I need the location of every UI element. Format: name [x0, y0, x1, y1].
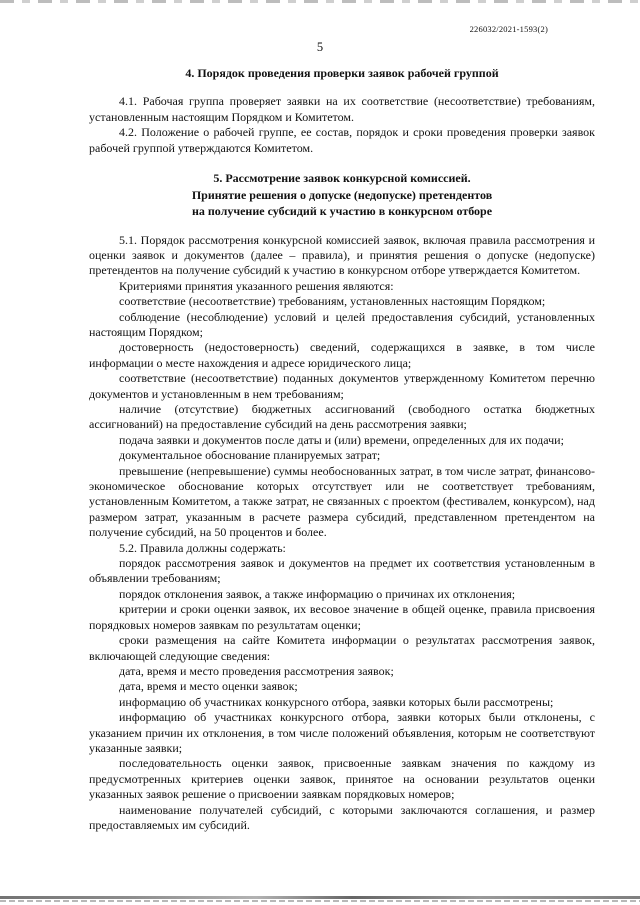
info-item: дата, время и место оценки заявок;: [119, 679, 298, 694]
section-5-heading-line: Принятие решения о допуске (недопуске) претендентов: [191, 187, 493, 202]
rules-item: порядок отклонения заявок, а также информацию о причинах их отклонения;: [119, 586, 516, 601]
info-item: наименование получателей субсидий, с которыми заключаются соглашения, и размер предоставляемых им субсидий.: [89, 802, 595, 832]
info-item: дата, время и место проведения рассмотрения заявок;: [119, 663, 394, 678]
rules-item: критерии и сроки оценки заявок, их весовое значение в общей оценке, правила присвоения порядковых номеров заявкам по результатам оценки;: [89, 602, 595, 632]
section-4-heading: 4. Порядок проведения проверки заявок рабочей группой: [185, 66, 499, 80]
criteria-item: наличие (отсутствие) бюджетных ассигнований (свободного остатка бюджетных ассигнований) на предоставление субсидий на день рассмотрения заявки;: [89, 402, 595, 432]
info-item: информацию об участниках конкурсного отбора, заявки которых были рассмотрены;: [119, 694, 554, 709]
criteria-item: превышение (непревышение) суммы необоснованных затрат, в том числе затрат, финансово-экономическое обоснование которых отсутствует или не соответствует требованиям, установленным Комитетом, а также затрат, не связанных с проектом (фестивалем, конкурсом), над размером затрат, указанным в расчете размера субсидий, представленном претендентом на получение субсидий, на 50 процентов и более.: [89, 463, 595, 540]
criteria-item: соответствие (несоответствие) поданных документов утвержденному Комитетом перечню документов и установленным в нем требованиям;: [89, 371, 595, 401]
scan-top-edge: [0, 0, 640, 3]
criteria-item: достоверность (недостоверность) сведений, содержащихся в заявке, в том числе информации о месте нахождения и адресе юридического лица;: [89, 340, 595, 370]
paragraph-4-2: 4.2. Положение о рабочей группе, ее состав, порядок и сроки проведения проверки заявок рабочей группой утверждаются Комитетом.: [89, 125, 595, 155]
paragraph-5-1: 5.1. Порядок рассмотрения конкурсной комиссией заявок, включая правила рассмотрения и оценки заявок и документов (далее – правила), и принятия решения о допуске (недопуске) претендентов на получение субсидий к участию в конкурсном отборе утверждается Комитетом.: [89, 232, 595, 278]
paragraph-4-1: 4.1. Рабочая группа проверяет заявки на их соответствие (несоответствие) требованиям, установленным настоящим Порядком и Комитетом.: [89, 94, 595, 124]
criteria-item: подача заявки и документов после даты и (или) времени, определенных для их подачи;: [119, 432, 564, 447]
paragraph-5-2: 5.2. Правила должны содержать:: [119, 540, 286, 555]
section-4-body: [89, 94, 595, 156]
info-item: информацию об участниках конкурсного отбора, заявки которых были отклонены, с указанием причин их отклонения, в том числе положений объявления, которым не соответствуют указанные заявки;: [89, 710, 595, 755]
document-body: [89, 66, 595, 833]
document-registration-number: 226032/2021-1593(2): [469, 24, 548, 34]
rules-item: сроки размещения на сайте Комитета информации о результатах рассмотрения заявок, включающей следующие сведения:: [89, 633, 595, 663]
scan-bottom-edge: [0, 896, 640, 899]
section-5-heading: [89, 170, 595, 220]
paragraph: Критериями принятия указанного решения являются:: [119, 278, 394, 293]
criteria-item: документальное обоснование планируемых затрат;: [119, 448, 381, 463]
criteria-item: соответствие (несоответствие) требованиям, установленных настоящим Порядком;: [119, 294, 546, 309]
rules-item: порядок рассмотрения заявок и документов на предмет их соответствия установленным в объявлении требованиям;: [89, 556, 595, 586]
page-number: 5: [316, 40, 324, 54]
info-item: последовательность оценки заявок, присвоенные заявкам значения по каждому из предусмотренных критериев оценки заявок, принятое на основании результатов оценки указанных заявок решение о присвоении заявкам порядковых номеров;: [89, 756, 595, 802]
section-5-heading-line: 5. Рассмотрение заявок конкурсной комиссией.: [213, 171, 471, 186]
section-5-body: [89, 233, 595, 834]
section-5-heading-line: на получение субсидий к участию в конкурсном отборе: [191, 204, 493, 219]
scan-bottom-edge-dashes: [0, 900, 640, 902]
criteria-item: соблюдение (несоблюдение) условий и целей предоставления субсидий, установленных настоящим Порядком;: [89, 309, 595, 339]
